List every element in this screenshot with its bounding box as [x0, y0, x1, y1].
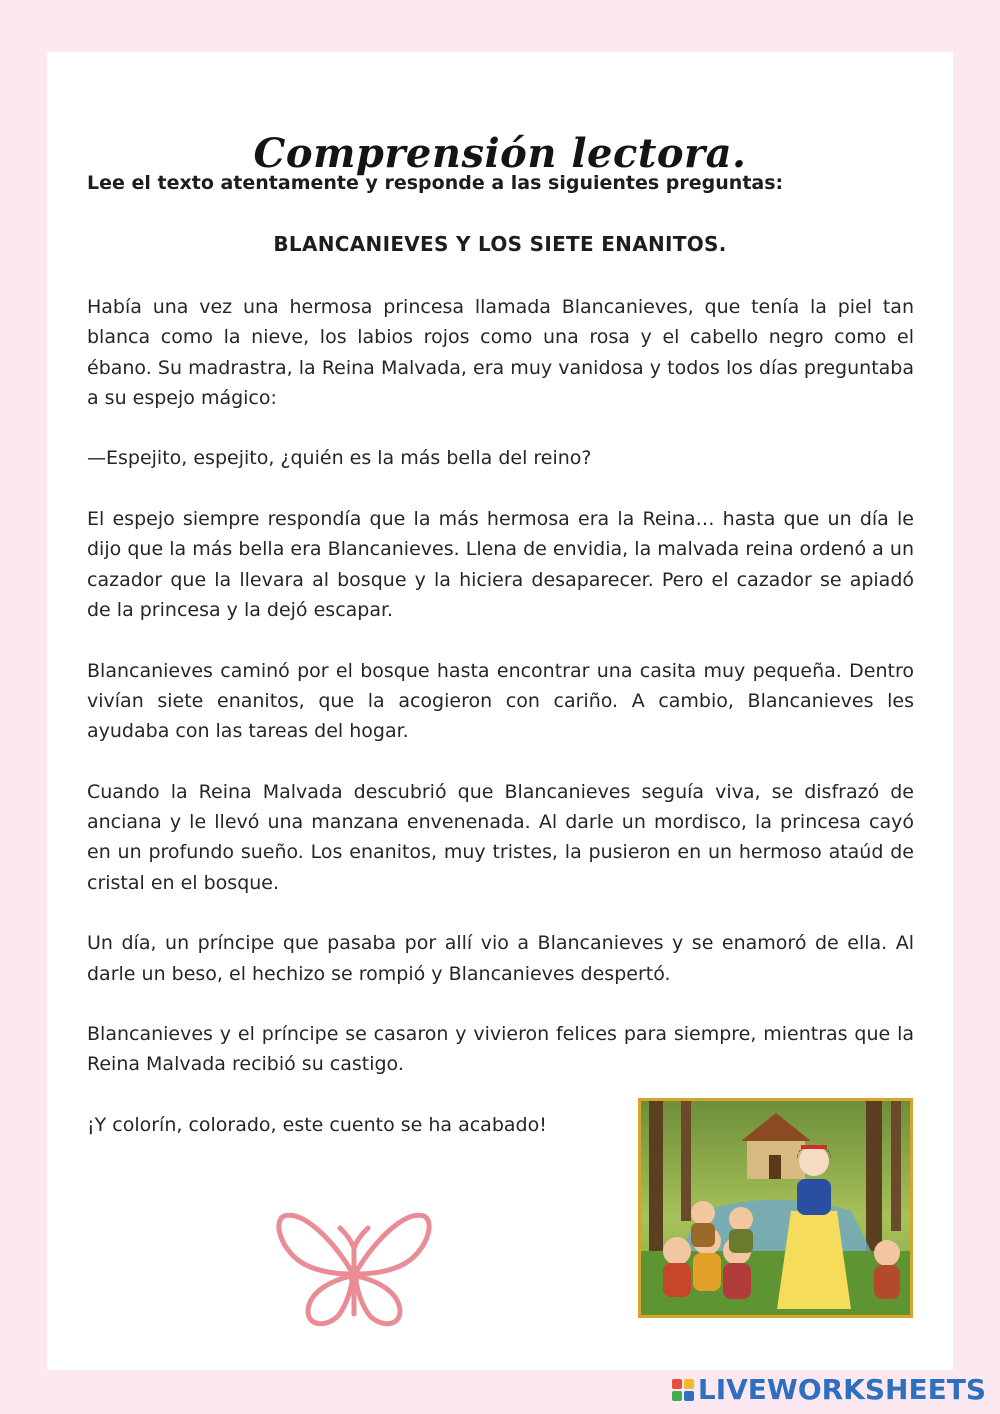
worksheet-page	[47, 52, 953, 1370]
illustration-scene	[641, 1101, 910, 1315]
story-paragraph: Había una vez una hermosa princesa llamada Blancanieves, que tenía la piel tan blanca como la nieve, los labios rojos como una rosa y el cabello negro como el ébano. Su madrastra, la Reina Malvada, era muy vanidosa y todos los días preguntaba a su espejo mágico:	[87, 296, 914, 409]
liveworksheets-logo-mark	[672, 1379, 694, 1401]
story-title: BLANCANIEVES Y LOS SIETE ENANITOS.	[273, 232, 727, 256]
butterfly-icon	[274, 1202, 434, 1342]
snow-white-illustration	[638, 1098, 913, 1318]
story-paragraph: ¡Y colorín, colorado, este cuento se ha acabado!	[87, 1114, 547, 1137]
story-paragraph: Un día, un príncipe que pasaba por allí vio a Blancanieves y se enamoró de ella. Al darle un beso, el hechizo se rompió y Blancanieves despertó.	[87, 932, 914, 985]
story-paragraph: El espejo siempre respondía que la más hermosa era la Reina… hasta que un día le dijo que la más bella era Blancanieves. Llena de envidia, la malvada reina ordenó a un cazador que la llevara al bosque y la hiciera desaparecer. Pero el cazador se apiadó de la princesa y la dejó escapar.	[87, 508, 914, 621]
story-paragraph: Cuando la Reina Malvada descubrió que Blancanieves seguía viva, se disfrazó de anciana y le llevó una manzana envenenada. Al darle un mordisco, la princesa cayó en un profundo sueño. Los enanitos, muy tristes, la pusieron en un hermoso ataúd de cristal en el bosque.	[87, 780, 914, 894]
instructions-text: Lee el texto atentamente y responde a las siguientes preguntas:	[87, 172, 784, 194]
story-paragraph: Blancanieves y el príncipe se casaron y vivieron felices para siempre, mientras que la Reina Malvada recibió su castigo.	[87, 1023, 914, 1076]
story-paragraph: —Espejito, espejito, ¿quién es la más bella del reino?	[87, 447, 592, 470]
brand-name: LIVEWORKSHEETS	[697, 1373, 986, 1406]
liveworksheets-logo	[672, 1373, 986, 1406]
story-text	[87, 292, 914, 1171]
story-paragraph: Blancanieves caminó por el bosque hasta encontrar una casita muy pequeña. Dentro vivían siete enanitos, que la acogieron con cariño. A cambio, Blancanieves les ayudaba con las tareas del hogar.	[87, 659, 914, 743]
worksheet-title: Comprensión lectora.	[253, 130, 747, 177]
